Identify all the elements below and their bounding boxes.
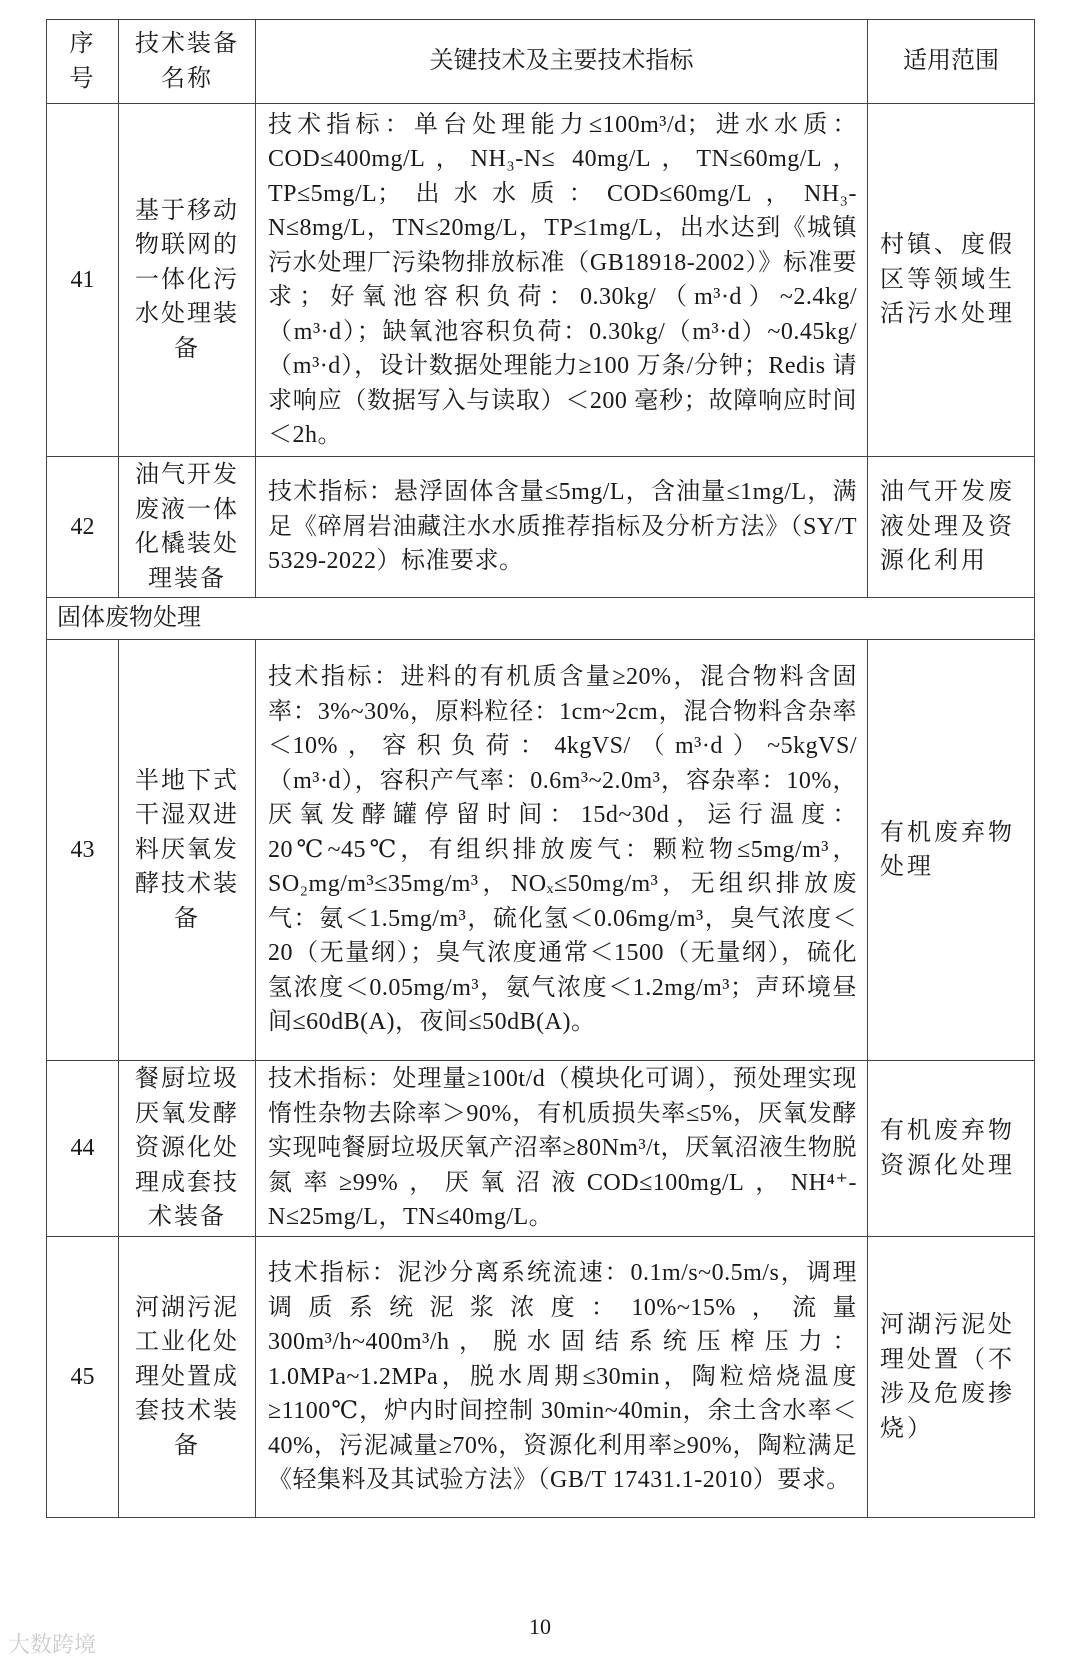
row-no: 43 [47, 640, 119, 1061]
table-row [47, 640, 1035, 1061]
row-scope: 油气开发废液处理及资源化利用 [868, 457, 1035, 598]
row-scope: 村镇、度假区等领域生活污水处理 [868, 104, 1035, 457]
table-header-row [47, 20, 1035, 104]
section-title: 固体废物处理 [47, 598, 1035, 640]
row-name: 油气开发废液一体化橇装处理装备 [119, 457, 256, 598]
watermark-logo: 大数跨境 [8, 1633, 97, 1658]
header-name: 技术装备名称 [119, 20, 256, 104]
row-spec: 技术指标：悬浮固体含量≤5mg/L，含油量≤1mg/L，满足《碎屑岩油藏注水水质推荐指标及分析方法》（SY/T 5329-2022）标准要求。 [256, 457, 868, 598]
table-row [47, 1061, 1035, 1237]
row-no: 44 [47, 1061, 119, 1237]
row-no: 41 [47, 104, 119, 457]
table-row [47, 1237, 1035, 1518]
table-row [47, 104, 1035, 457]
row-spec: 技术指标：单台处理能力≤100m³/d；进水水质：COD≤400mg/L，NH₃-N≤ 40mg/L，TN≤60mg/L，TP≤5mg/L；出水水质：COD≤60mg/L，NH₃-N≤8mg/L，TN≤20mg/L，TP≤1mg/L，出水达到《城镇污水处理厂污染物排放标准（GB18918-2002）》标准要求；好氧池容积负荷：0.30kg/（m³·d）~2.4kg/（m³·d）；缺氧池容积负荷：0.30kg/（m³·d）~0.45kg/（m³·d），设计数据处理能力≥100 万条/分钟；Redis 请求响应（数据写入与读取）＜200 毫秒；故障响应时间＜2h。 [256, 104, 868, 457]
section-row [47, 598, 1035, 640]
row-name: 餐厨垃圾厌氧发酵资源化处理成套技术装备 [119, 1061, 256, 1237]
row-spec: 技术指标：处理量≥100t/d（模块化可调），预处理实现惰性杂物去除率＞90%，有机质损失率≤5%，厌氧发酵实现吨餐厨垃圾厌氧产沼率≥80Nm³/t，厌氧沼液生物脱氮率≥99%，厌氧沼液COD≤100mg/L，NH⁴⁺-N≤25mg/L，TN≤40mg/L。 [256, 1061, 868, 1237]
row-spec: 技术指标：泥沙分离系统流速：0.1m/s~0.5m/s，调理调质系统泥浆浓度：10%~15%，流量300m³/h~400m³/h，脱水固结系统压榨压力：1.0MPa~1.2MPa，脱水周期≤30min，陶粒焙烧温度≥1100℃，炉内时间控制 30min~40min，余土含水率＜40%，污泥减量≥70%，资源化利用率≥90%，陶粒满足《轻集料及其试验方法》（GB/T 17431.1-2010）要求。 [256, 1237, 868, 1518]
header-spec: 关键技术及主要技术指标 [256, 20, 868, 104]
page-number: 10 [529, 1614, 551, 1639]
table-row [47, 457, 1035, 598]
row-scope: 有机废弃物处理 [868, 640, 1035, 1061]
header-no: 序号 [47, 20, 119, 104]
equipment-table [46, 19, 1035, 1518]
row-no: 45 [47, 1237, 119, 1518]
row-name: 河湖污泥工业化处理处置成套技术装备 [119, 1237, 256, 1518]
row-name: 基于移动物联网的一体化污水处理装备 [119, 104, 256, 457]
header-scope: 适用范围 [868, 20, 1035, 104]
row-scope: 河湖污泥处理处置（不涉及危废掺烧） [868, 1237, 1035, 1518]
row-spec: 技术指标：进料的有机质含量≥20%，混合物料含固率：3%~30%，原料粒径：1cm~2cm，混合物料含杂率＜10%，容积负荷：4kgVS/（m³·d）~5kgVS/（m³·d），容积产气率：0.6m³~2.0m³，容杂率：10%，厌氧发酵罐停留时间：15d~30d，运行温度：20℃~45℃，有组织排放废气：颗粒物≤5mg/m³，SO₂mg/m³≤35mg/m³，NOₓ≤50mg/m³，无组织排放废气：氨＜1.5mg/m³，硫化氢＜0.06mg/m³，臭气浓度＜20（无量纲）；臭气浓度通常＜1500（无量纲），硫化氢浓度＜0.05mg/m³，氨气浓度＜1.2mg/m³；声环境昼间≤60dB(A)，夜间≤50dB(A)。 [256, 640, 868, 1061]
row-scope: 有机废弃物资源化处理 [868, 1061, 1035, 1237]
row-no: 42 [47, 457, 119, 598]
row-name: 半地下式干湿双进料厌氧发酵技术装备 [119, 640, 256, 1061]
